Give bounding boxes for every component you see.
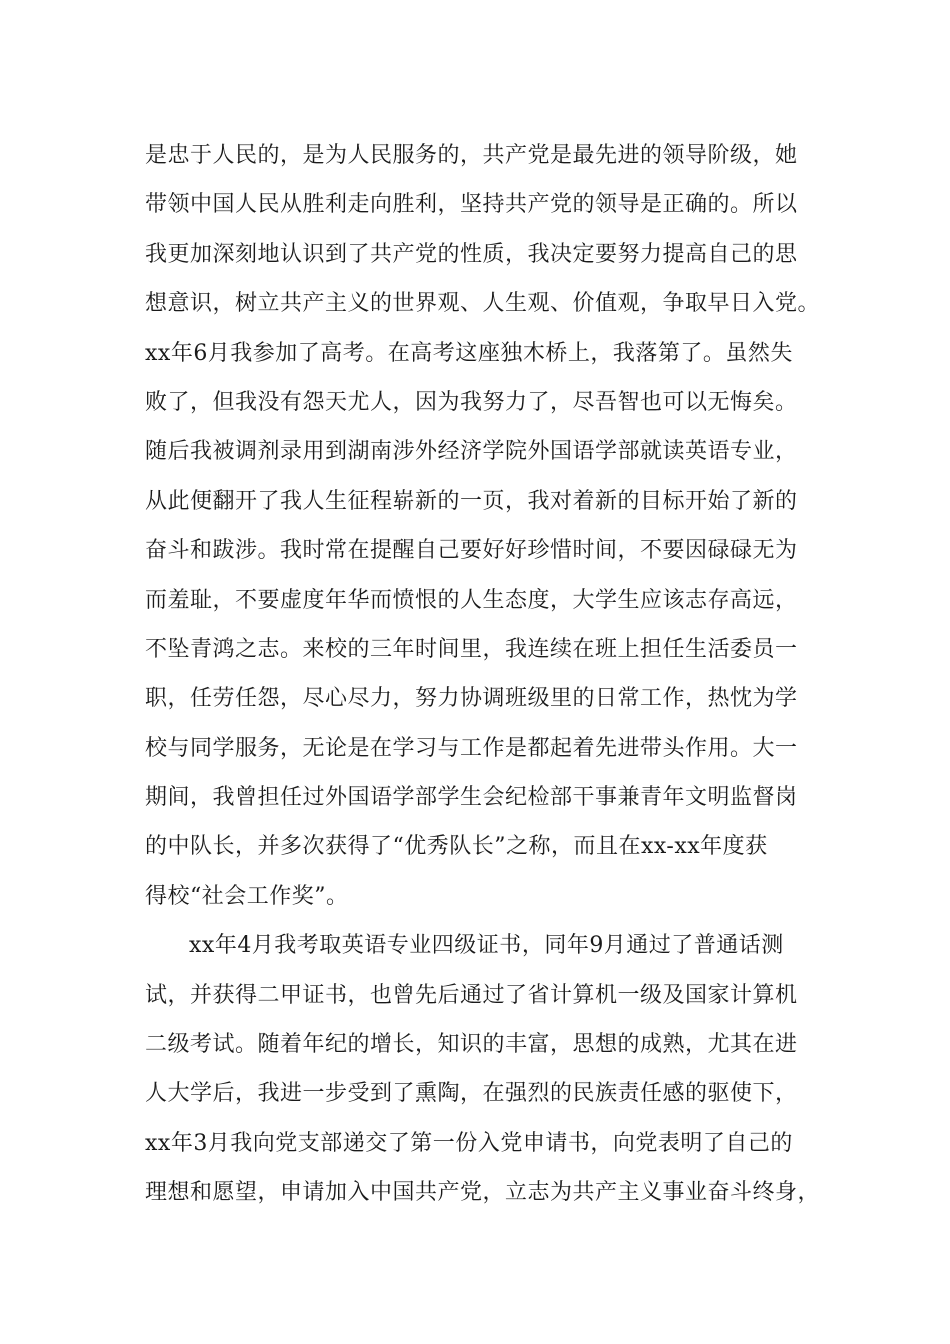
document-body xyxy=(145,131,845,1218)
text-line: 二级考试。随着年纪的增长，知识的丰富，思想的成熟，尤其在进 xyxy=(145,1032,798,1058)
text-line: 的中队长，并多次获得了“优秀队长”之称，而且在xx-xx年度获 xyxy=(145,834,768,860)
text-line: 败了，但我没有怨天尤人，因为我努力了，尽吾智也可以无悔矣。 xyxy=(145,389,798,415)
text-line: 是忠于人民的，是为人民服务的，共产党是最先进的领导阶级，她 xyxy=(145,143,798,168)
text-line: 不坠青鸿之志。来校的三年时间里，我连续在班上担任生活委员一 xyxy=(145,636,798,662)
text-line: xx年4月我考取英语专业四级证书，同年9月通过了普通话测 xyxy=(189,933,784,959)
text-line: 想意识，树立共产主义的世界观、人生观、价值观，争取早日入党。 xyxy=(145,291,821,317)
text-line: 我更加深刻地认识到了共产党的性质，我决定要努力提高自己的思 xyxy=(145,241,798,267)
text-line: 从此便翻开了我人生征程崭新的一页，我对着新的目标开始了新的 xyxy=(145,488,798,514)
paragraph-1 xyxy=(145,131,845,921)
text-line: 带领中国人民从胜利走向胜利，坚持共产党的领导是正确的。所以 xyxy=(145,192,798,218)
text-line: 期间，我曾担任过外国语学部学生会纪检部干事兼青年文明监督岗 xyxy=(145,785,798,811)
text-line: 职，任劳任怨，尽心尽力，努力协调班级里的日常工作，热忱为学 xyxy=(145,686,798,712)
text-line: xx年6月我参加了高考。在高考这座独木桥上，我落第了。虽然失 xyxy=(145,340,793,366)
text-line: 得校“社会工作奖”。 xyxy=(145,883,349,909)
text-line: 奋斗和跋涉。我时常在提醒自己要好好珍惜时间，不要因碌碌无为 xyxy=(145,538,798,564)
text-line: 试，并获得二甲证书，也曾先后通过了省计算机一级及国家计算机 xyxy=(145,982,798,1008)
text-line: 而羞耻，不要虚度年华而愤恨的人生态度，大学生应该志存高远， xyxy=(145,587,798,613)
text-line: xx年3月我向党支部递交了第一份入党申请书，向党表明了自己的 xyxy=(145,1130,793,1156)
text-line: 理想和愿望，申请加入中国共产党，立志为共产主义事业奋斗终身， xyxy=(145,1180,821,1206)
text-line: 人大学后，我进一步受到了熏陶，在强烈的民族责任感的驱使下， xyxy=(145,1081,798,1107)
text-line: 随后我被调剂录用到湖南涉外经济学院外国语学部就读英语专业， xyxy=(145,439,798,465)
paragraph-2 xyxy=(145,921,845,1217)
text-line: 校与同学服务，无论是在学习与工作是都起着先进带头作用。大一 xyxy=(145,735,798,761)
